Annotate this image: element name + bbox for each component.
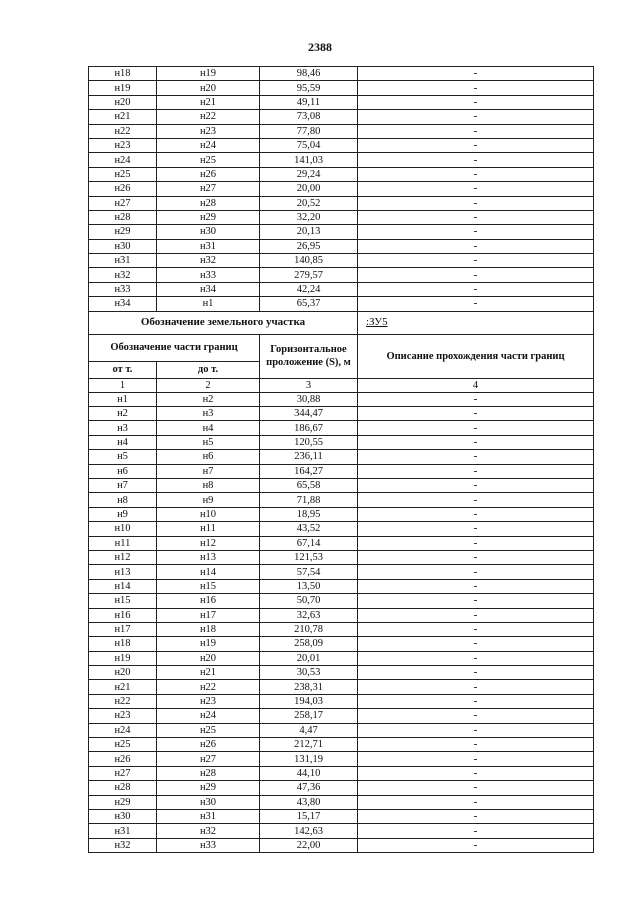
from-point: н16 [89, 608, 157, 622]
section-header [89, 311, 594, 392]
table-row [89, 565, 594, 579]
description-header: Описание прохождения части границ [358, 334, 594, 378]
table-row [89, 254, 594, 268]
to-point: н2 [157, 392, 260, 406]
table-row [89, 421, 594, 435]
table-row [89, 622, 594, 636]
table-row [89, 838, 594, 852]
table-row [89, 392, 594, 406]
description: - [358, 522, 594, 536]
distance: 32,20 [260, 210, 358, 224]
from-point: н21 [89, 680, 157, 694]
description: - [358, 282, 594, 296]
table-row [89, 809, 594, 823]
distance: 236,11 [260, 450, 358, 464]
to-point: н29 [157, 781, 260, 795]
table-row [89, 594, 594, 608]
from-point: н7 [89, 478, 157, 492]
to-point: н26 [157, 738, 260, 752]
table-row [89, 723, 594, 737]
table-row [89, 297, 594, 311]
to-point: н33 [157, 838, 260, 852]
from-point: н15 [89, 594, 157, 608]
description: - [358, 421, 594, 435]
to-point: н1 [157, 297, 260, 311]
table-row [89, 239, 594, 253]
table-row [89, 680, 594, 694]
table-row [89, 210, 594, 224]
description: - [358, 809, 594, 823]
to-point: н19 [157, 67, 260, 81]
distance: 258,17 [260, 709, 358, 723]
distance: 121,53 [260, 550, 358, 564]
section-code: :ЗУ5 [358, 311, 594, 334]
from-point: н3 [89, 421, 157, 435]
table-row [89, 666, 594, 680]
to-header: до т. [157, 361, 260, 378]
from-point: н30 [89, 809, 157, 823]
description: - [358, 565, 594, 579]
description: - [358, 450, 594, 464]
table-row [89, 124, 594, 138]
distance: 258,09 [260, 637, 358, 651]
description: - [358, 182, 594, 196]
to-point: н24 [157, 709, 260, 723]
from-point: н9 [89, 507, 157, 521]
to-point: н29 [157, 210, 260, 224]
description: - [358, 167, 594, 181]
distance: 42,24 [260, 282, 358, 296]
distance: 344,47 [260, 407, 358, 421]
to-point: н19 [157, 637, 260, 651]
to-point: н23 [157, 694, 260, 708]
description: - [358, 110, 594, 124]
distance: 20,00 [260, 182, 358, 196]
to-point: н10 [157, 507, 260, 521]
table-row [89, 694, 594, 708]
from-point: н28 [89, 781, 157, 795]
col-number: 1 [89, 378, 157, 392]
to-point: н15 [157, 579, 260, 593]
from-point: н22 [89, 694, 157, 708]
table-row [89, 738, 594, 752]
from-point: н23 [89, 138, 157, 152]
from-point: н19 [89, 81, 157, 95]
from-point: н4 [89, 435, 157, 449]
from-point: н18 [89, 637, 157, 651]
to-point: н20 [157, 81, 260, 95]
description: - [358, 666, 594, 680]
bottom-rows [89, 392, 594, 853]
distance: 75,04 [260, 138, 358, 152]
from-point: н32 [89, 268, 157, 282]
from-header: от т. [89, 361, 157, 378]
description: - [358, 435, 594, 449]
description: - [358, 709, 594, 723]
col-number: 3 [260, 378, 358, 392]
table-row [89, 110, 594, 124]
distance: 65,37 [260, 297, 358, 311]
description: - [358, 680, 594, 694]
to-point: н21 [157, 666, 260, 680]
to-point: н27 [157, 752, 260, 766]
distance: 22,00 [260, 838, 358, 852]
to-point: н31 [157, 809, 260, 823]
table-row [89, 522, 594, 536]
from-point: н32 [89, 838, 157, 852]
col-number: 2 [157, 378, 260, 392]
description: - [358, 694, 594, 708]
table-row [89, 464, 594, 478]
distance: 238,31 [260, 680, 358, 694]
description: - [358, 239, 594, 253]
description: - [358, 738, 594, 752]
description: - [358, 153, 594, 167]
to-point: н8 [157, 478, 260, 492]
from-point: н1 [89, 392, 157, 406]
to-point: н31 [157, 239, 260, 253]
to-point: н18 [157, 622, 260, 636]
description: - [358, 407, 594, 421]
from-point: н29 [89, 795, 157, 809]
section-title: Обозначение земельного участка [89, 311, 358, 334]
distance: 43,52 [260, 522, 358, 536]
from-point: н5 [89, 450, 157, 464]
description: - [358, 637, 594, 651]
distance: 67,14 [260, 536, 358, 550]
to-point: н23 [157, 124, 260, 138]
from-point: н17 [89, 622, 157, 636]
to-point: н25 [157, 723, 260, 737]
distance: 140,85 [260, 254, 358, 268]
from-point: н6 [89, 464, 157, 478]
distance: 4,47 [260, 723, 358, 737]
table-row [89, 709, 594, 723]
to-point: н14 [157, 565, 260, 579]
horizontal-header: Горизонтальное проложение (S), м [260, 334, 358, 378]
from-point: н30 [89, 239, 157, 253]
description: - [358, 493, 594, 507]
from-point: н26 [89, 182, 157, 196]
table-row [89, 781, 594, 795]
to-point: н26 [157, 167, 260, 181]
table-row [89, 637, 594, 651]
description: - [358, 124, 594, 138]
distance: 279,57 [260, 268, 358, 282]
distance: 98,46 [260, 67, 358, 81]
description: - [358, 225, 594, 239]
distance: 120,55 [260, 435, 358, 449]
part-label-header: Обозначение части границ [89, 334, 260, 361]
table-row [89, 579, 594, 593]
table-row [89, 138, 594, 152]
from-point: н20 [89, 666, 157, 680]
distance: 26,95 [260, 239, 358, 253]
table-row [89, 67, 594, 81]
from-point: н34 [89, 297, 157, 311]
to-point: н32 [157, 824, 260, 838]
table-row [89, 478, 594, 492]
to-point: н16 [157, 594, 260, 608]
to-point: н12 [157, 536, 260, 550]
description: - [358, 824, 594, 838]
description: - [358, 608, 594, 622]
table-row [89, 795, 594, 809]
from-point: н20 [89, 95, 157, 109]
distance: 18,95 [260, 507, 358, 521]
to-point: н33 [157, 268, 260, 282]
to-point: н25 [157, 153, 260, 167]
boundary-table [88, 66, 594, 853]
table-row [89, 550, 594, 564]
distance: 65,58 [260, 478, 358, 492]
description: - [358, 594, 594, 608]
from-point: н28 [89, 210, 157, 224]
description: - [358, 210, 594, 224]
to-point: н5 [157, 435, 260, 449]
description: - [358, 67, 594, 81]
description: - [358, 651, 594, 665]
distance: 164,27 [260, 464, 358, 478]
distance: 210,78 [260, 622, 358, 636]
distance: 141,03 [260, 153, 358, 167]
from-point: н21 [89, 110, 157, 124]
description: - [358, 766, 594, 780]
col-number: 4 [358, 378, 594, 392]
description: - [358, 464, 594, 478]
description: - [358, 550, 594, 564]
description: - [358, 781, 594, 795]
to-point: н3 [157, 407, 260, 421]
description: - [358, 254, 594, 268]
table-row [89, 651, 594, 665]
from-point: н22 [89, 124, 157, 138]
table-row [89, 824, 594, 838]
to-point: н6 [157, 450, 260, 464]
distance: 73,08 [260, 110, 358, 124]
to-point: н22 [157, 110, 260, 124]
from-point: н18 [89, 67, 157, 81]
distance: 186,67 [260, 421, 358, 435]
description: - [358, 795, 594, 809]
description: - [358, 536, 594, 550]
table-row [89, 225, 594, 239]
from-point: н8 [89, 493, 157, 507]
distance: 13,50 [260, 579, 358, 593]
from-point: н27 [89, 766, 157, 780]
description: - [358, 478, 594, 492]
distance: 20,13 [260, 225, 358, 239]
to-point: н27 [157, 182, 260, 196]
from-point: н24 [89, 723, 157, 737]
distance: 71,88 [260, 493, 358, 507]
top-rows [89, 67, 594, 312]
distance: 20,01 [260, 651, 358, 665]
distance: 49,11 [260, 95, 358, 109]
table-row [89, 196, 594, 210]
from-point: н19 [89, 651, 157, 665]
from-point: н27 [89, 196, 157, 210]
distance: 194,03 [260, 694, 358, 708]
table-row [89, 752, 594, 766]
from-point: н23 [89, 709, 157, 723]
description: - [358, 95, 594, 109]
distance: 77,80 [260, 124, 358, 138]
from-point: н11 [89, 536, 157, 550]
from-point: н24 [89, 153, 157, 167]
distance: 50,70 [260, 594, 358, 608]
description: - [358, 752, 594, 766]
to-point: н21 [157, 95, 260, 109]
table-row [89, 493, 594, 507]
to-point: н34 [157, 282, 260, 296]
distance: 95,59 [260, 81, 358, 95]
description: - [358, 138, 594, 152]
to-point: н24 [157, 138, 260, 152]
distance: 32,63 [260, 608, 358, 622]
to-point: н20 [157, 651, 260, 665]
to-point: н32 [157, 254, 260, 268]
distance: 131,19 [260, 752, 358, 766]
distance: 44,10 [260, 766, 358, 780]
table-row [89, 268, 594, 282]
to-point: н17 [157, 608, 260, 622]
from-point: н25 [89, 167, 157, 181]
distance: 20,52 [260, 196, 358, 210]
distance: 57,54 [260, 565, 358, 579]
table-row [89, 153, 594, 167]
to-point: н4 [157, 421, 260, 435]
from-point: н31 [89, 254, 157, 268]
to-point: н30 [157, 795, 260, 809]
distance: 142,63 [260, 824, 358, 838]
table-row [89, 608, 594, 622]
from-point: н33 [89, 282, 157, 296]
distance: 212,71 [260, 738, 358, 752]
distance: 47,36 [260, 781, 358, 795]
table-row [89, 407, 594, 421]
distance: 29,24 [260, 167, 358, 181]
distance: 43,80 [260, 795, 358, 809]
description: - [358, 196, 594, 210]
from-point: н14 [89, 579, 157, 593]
to-point: н9 [157, 493, 260, 507]
to-point: н30 [157, 225, 260, 239]
description: - [358, 507, 594, 521]
table-row [89, 766, 594, 780]
to-point: н22 [157, 680, 260, 694]
description: - [358, 392, 594, 406]
description: - [358, 268, 594, 282]
distance: 15,17 [260, 809, 358, 823]
description: - [358, 81, 594, 95]
from-point: н25 [89, 738, 157, 752]
to-point: н7 [157, 464, 260, 478]
from-point: н26 [89, 752, 157, 766]
from-point: н31 [89, 824, 157, 838]
page-number: 2388 [308, 40, 332, 54]
to-point: н11 [157, 522, 260, 536]
table-row [89, 81, 594, 95]
table-row [89, 282, 594, 296]
to-point: н28 [157, 766, 260, 780]
table-row [89, 95, 594, 109]
table-row [89, 450, 594, 464]
description: - [358, 297, 594, 311]
to-point: н13 [157, 550, 260, 564]
from-point: н12 [89, 550, 157, 564]
table-row [89, 507, 594, 521]
table-row [89, 167, 594, 181]
description: - [358, 579, 594, 593]
description: - [358, 838, 594, 852]
table-row [89, 435, 594, 449]
description: - [358, 723, 594, 737]
table-row [89, 182, 594, 196]
table-row [89, 536, 594, 550]
distance: 30,53 [260, 666, 358, 680]
from-point: н2 [89, 407, 157, 421]
from-point: н13 [89, 565, 157, 579]
to-point: н28 [157, 196, 260, 210]
description: - [358, 622, 594, 636]
from-point: н29 [89, 225, 157, 239]
from-point: н10 [89, 522, 157, 536]
distance: 30,88 [260, 392, 358, 406]
